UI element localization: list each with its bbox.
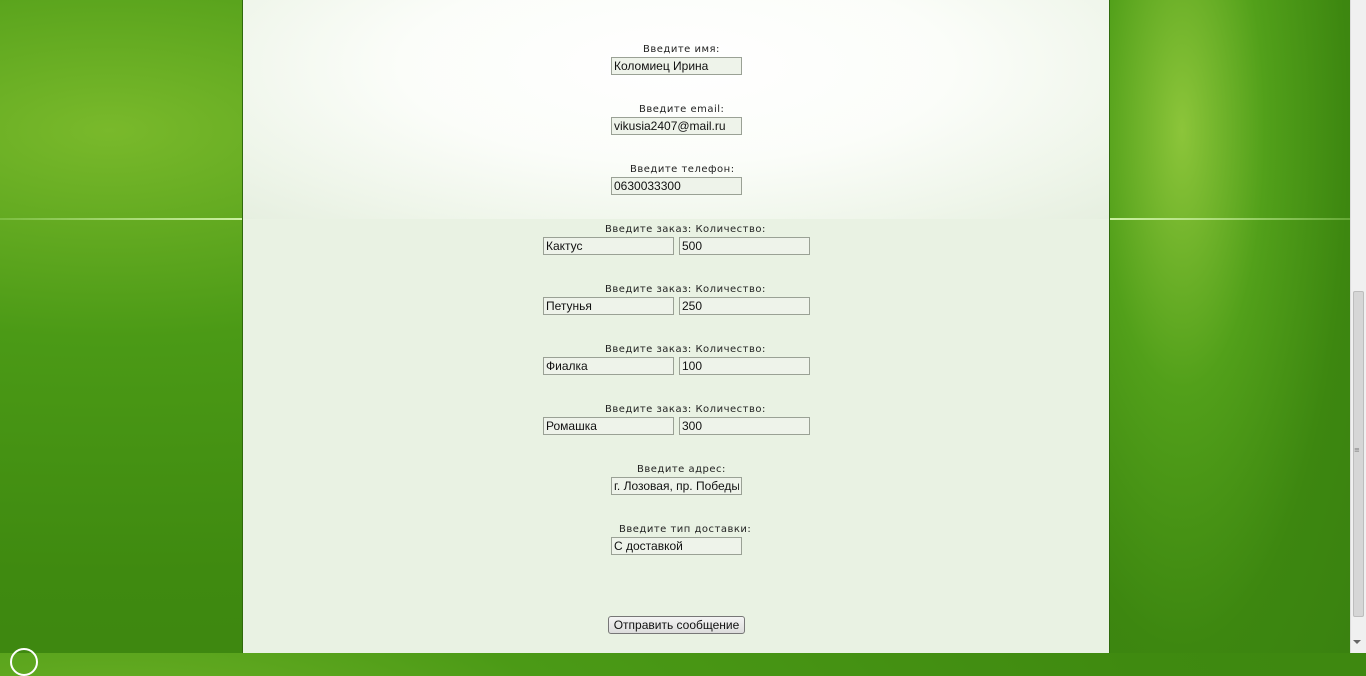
order-item-input[interactable] bbox=[543, 297, 674, 315]
name-label: Введите имя: bbox=[643, 44, 720, 55]
scroll-down-arrow-icon[interactable] bbox=[1353, 640, 1361, 644]
order-qty-input[interactable] bbox=[679, 417, 810, 435]
phone-input[interactable] bbox=[611, 177, 742, 195]
address-input[interactable] bbox=[611, 477, 742, 495]
order-label: Введите заказ: Количество: bbox=[605, 404, 766, 415]
order-label: Введите заказ: Количество: bbox=[605, 284, 766, 295]
order-item-input[interactable] bbox=[543, 237, 674, 255]
phone-label: Введите телефон: bbox=[630, 164, 735, 175]
order-qty-input[interactable] bbox=[679, 237, 810, 255]
page-scrollbar[interactable] bbox=[1350, 0, 1366, 653]
order-qty-input[interactable] bbox=[679, 357, 810, 375]
name-input[interactable] bbox=[611, 57, 742, 75]
order-item-input[interactable] bbox=[543, 357, 674, 375]
order-qty-input[interactable] bbox=[679, 297, 810, 315]
background-right bbox=[1110, 0, 1350, 653]
corner-circle-icon bbox=[10, 648, 38, 676]
email-input[interactable] bbox=[611, 117, 742, 135]
content-panel bbox=[242, 0, 1110, 653]
email-label: Введите email: bbox=[639, 104, 725, 115]
scrollbar-thumb[interactable] bbox=[1353, 291, 1364, 617]
order-item-input[interactable] bbox=[543, 417, 674, 435]
address-label: Введите адрес: bbox=[637, 464, 726, 475]
submit-button[interactable]: Отправить сообщение bbox=[608, 616, 745, 634]
delivery-label: Введите тип доставки: bbox=[619, 524, 752, 535]
scrollbar-grip-icon: ≡ bbox=[1354, 446, 1360, 454]
delivery-input[interactable] bbox=[611, 537, 742, 555]
order-label: Введите заказ: Количество: bbox=[605, 224, 766, 235]
order-label: Введите заказ: Количество: bbox=[605, 344, 766, 355]
